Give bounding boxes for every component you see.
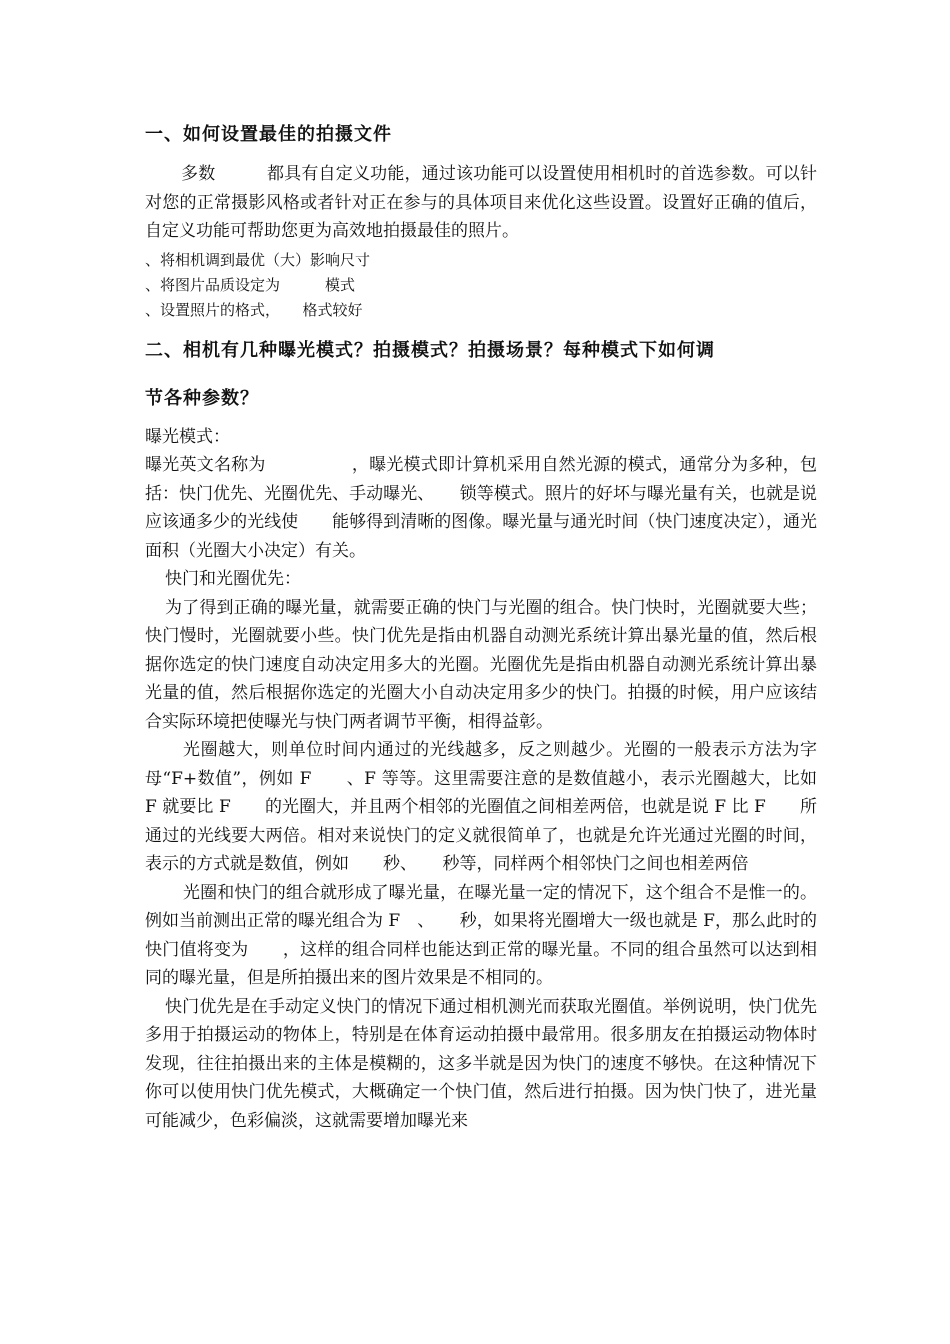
list-item: 、将图片品质设定为 模式 <box>145 275 356 294</box>
list-item: 、将相机调到最优（大）影响尺寸 <box>145 250 371 269</box>
list-item: 、设置照片的格式， 格式较好 <box>145 300 363 319</box>
combination-paragraph: 光圈和快门的组合就形成了曝光量，在曝光量一定的情况下，这个组合不是惟一的。例如当前测出正常的曝光组合为 F 、 秒，如果将光圈增大一级也就是 F，那么此时的快门值将变为 ，这样的组合同样也能达到正常的曝光量。不同的组合虽然可以达到相同的曝光量，但是所拍摄出来的图片效果是不相同的。 <box>145 882 817 988</box>
section1-heading: 一、如何设置最佳的拍摄文件 <box>145 124 392 145</box>
document-page <box>145 118 817 1135</box>
section1-paragraph: 多数 都具有自定义功能，通过该功能可以设置使用相机时的首选参数。可以针对您的正常摄影风格或者针对正在参与的具体项目来优化这些设置。设置好正确的值后，自定义功能可帮助您更为高效地拍摄最佳的照片。 <box>145 164 817 241</box>
section2-heading-line1: 二、相机有几种曝光模式？拍摄模式？拍摄场景？每种模式下如何调 <box>145 339 715 361</box>
exposure-paragraph: 曝光英文名称为 ，曝光模式即计算机采用自然光源的模式，通常分为多种，包括：快门优先、光圈优先、手动曝光、 锁等模式。照片的好坏与曝光量有关，也就是说应该通多少的光线使 能够得到清晰的图像。曝光量与通光时间（快门速度决定），通光面积（光圈大小决定）有关。 <box>145 455 817 561</box>
priority-paragraph: 为了得到正确的曝光量，就需要正确的快门与光圈的组合。快门快时，光圈就要大些；快门慢时，光圈就要小些。快门优先是指由机器自动测光系统计算出暴光量的值，然后根据你选定的快门速度自动决定用多大的光圈。光圈优先是指由机器自动测光系统计算出暴光量的值，然后根据你选定的光圈大小自动决定用多少的快门。拍摄的时候，用户应该结合实际环境把使曝光与快门两者调节平衡，相得益彰。 <box>145 597 817 732</box>
section2-heading-line2: 节各种参数？ <box>145 387 259 409</box>
aperture-paragraph: 光圈越大，则单位时间内通过的光线越多，反之则越少。光圈的一般表示方法为字母“F+数值”，例如 F 、F 等等。这里需要注意的是数值越小，表示光圈越大，比如 F 就要比 F 的光圈大，并且两个相邻的光圈值之间相差两倍，也就是说 F 比 F 所通过的光线要大两倍。相对来说快门的定义就很简单了，也就是允许光通过光圈的时间，表示的方式就是数值，例如 秒、 秒等，同样两个相邻快门之间也相差两倍 <box>145 740 817 874</box>
shutter-priority-paragraph: 快门优先是在手动定义快门的情况下通过相机测光而获取光圈值。举例说明，快门优先多用于拍摄运动的物体上，特别是在体育运动拍摄中最常用。很多朋友在拍摄运动物体时发现，往往拍摄出来的主体是模糊的，这多半就是因为快门的速度不够快。在这种情况下你可以使用快门优先模式，大概确定一个快门值，然后进行拍摄。因为快门快了，进光量可能减少，色彩偏淡，这就需要增加曝光来 <box>145 996 817 1131</box>
settings-list <box>145 248 817 323</box>
priority-label: 快门和光圈优先： <box>165 569 301 589</box>
exposure-mode-label: 曝光模式： <box>145 426 230 447</box>
